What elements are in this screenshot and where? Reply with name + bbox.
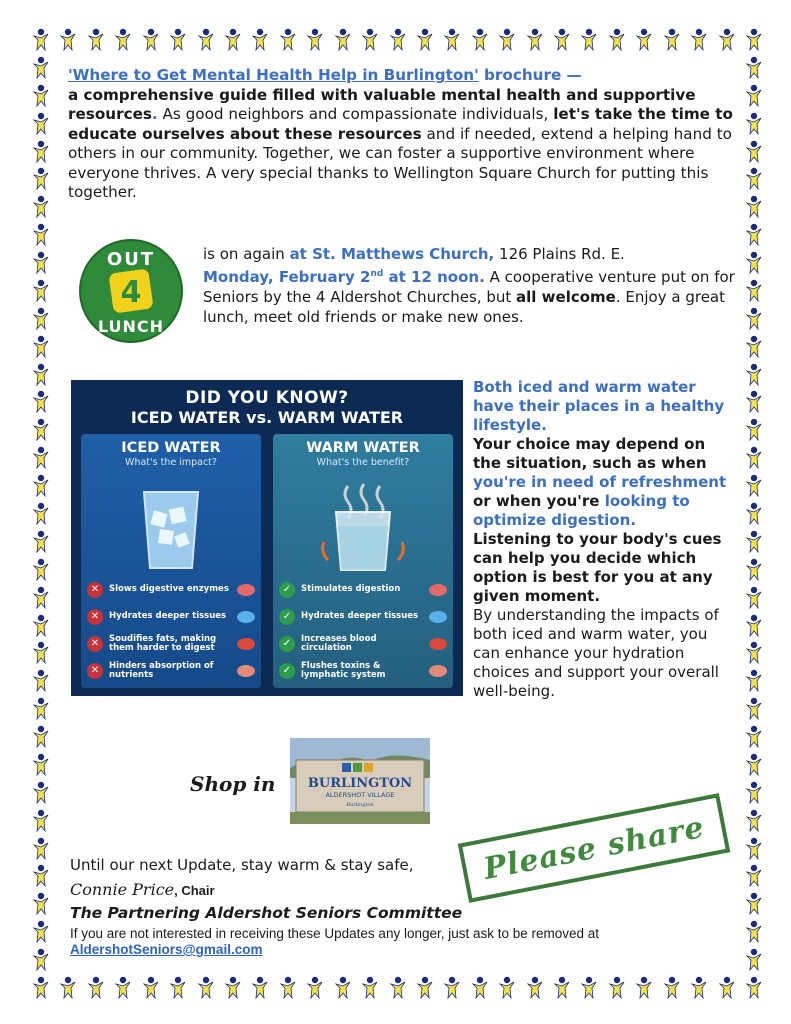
stick-figure-icon <box>30 641 52 665</box>
stick-figure-icon <box>743 223 765 247</box>
lunch-address: 126 Plains Rd. E. <box>494 245 625 263</box>
stick-figure-icon <box>30 474 52 498</box>
stick-figure-icon <box>743 84 765 108</box>
stick-figure-icon <box>30 251 52 275</box>
stick-figure-icon <box>688 28 710 52</box>
stick-figure-icon <box>743 809 765 833</box>
stick-figure-icon <box>359 28 381 52</box>
iced-water-subtitle: What's the impact? <box>125 457 217 468</box>
warm-water-item-label: Hydrates deeper tissues <box>301 611 419 621</box>
organ-icon <box>235 636 257 652</box>
stick-figure-icon <box>277 976 299 1000</box>
stick-figure-icon <box>30 307 52 331</box>
brochure-label: brochure — <box>478 66 582 84</box>
stick-figure-icon <box>716 976 738 1000</box>
stick-figure-icon <box>30 920 52 944</box>
stick-figure-icon <box>387 976 409 1000</box>
warm-water-item-label: Increases blood circulation <box>301 633 377 653</box>
stick-figure-icon <box>551 976 573 1000</box>
please-share-stamp <box>458 793 731 903</box>
stick-figure-icon <box>469 976 491 1000</box>
stick-figure-icon <box>30 446 52 470</box>
stick-figure-icon <box>359 976 381 1000</box>
stick-figure-icon <box>606 28 628 52</box>
organ-icon <box>235 582 257 598</box>
check-icon: ✓ <box>279 582 295 598</box>
stick-figure-icon <box>387 28 409 52</box>
stick-figure-icon <box>30 195 52 219</box>
stick-figure-icon <box>743 725 765 749</box>
water-paragraph-2: Your choice may depend on the situation, such as when you're in need of refreshment or when you're looking to optimize digestion. <box>473 435 727 529</box>
stick-figure-icon <box>441 28 463 52</box>
warm-water-title: WARM WATER <box>306 440 420 456</box>
stick-figure-icon <box>743 669 765 693</box>
stick-figure-icon <box>743 530 765 554</box>
stick-figure-icon <box>249 28 271 52</box>
stick-figure-icon <box>30 335 52 359</box>
check-icon: ✓ <box>279 609 295 625</box>
stick-figure-icon <box>551 28 573 52</box>
stick-figure-icon <box>441 976 463 1000</box>
stick-figure-icon <box>743 864 765 888</box>
stick-figure-icon <box>30 502 52 526</box>
stick-figure-icon <box>469 28 491 52</box>
stick-figure-icon <box>30 167 52 191</box>
logo-top-text: OUT <box>106 249 156 270</box>
stick-figure-icon <box>633 976 655 1000</box>
stick-figure-icon <box>743 892 765 916</box>
iced-water-list <box>87 576 257 684</box>
stick-figure-icon <box>304 28 326 52</box>
stick-figure-icon <box>496 28 518 52</box>
brochure-link[interactable]: 'Where to Get Mental Health Help in Burlington' <box>68 66 479 84</box>
stick-figure-icon <box>57 976 79 1000</box>
stick-figure-icon <box>332 976 354 1000</box>
stick-figure-icon <box>743 641 765 665</box>
iced-water-column <box>81 434 261 688</box>
stick-figure-icon <box>743 697 765 721</box>
stick-figure-icon <box>30 390 52 414</box>
check-icon: ✓ <box>279 663 295 679</box>
stick-figure-icon <box>30 837 52 861</box>
signer-name: Connie Price <box>70 880 175 899</box>
stick-figure-icon <box>30 781 52 805</box>
stick-figure-icon <box>30 614 52 638</box>
lunch-place: at St. Matthews Church, <box>289 245 495 263</box>
stick-figure-icon <box>30 279 52 303</box>
stick-figure-icon <box>743 753 765 777</box>
warm-water-item <box>279 603 449 630</box>
stick-figure-icon <box>743 976 765 1000</box>
iced-water-item <box>87 603 257 630</box>
stick-figure-icon <box>743 418 765 442</box>
logo-bottom-text: LUNCH <box>97 317 165 336</box>
stick-figure-icon <box>606 976 628 1000</box>
iced-water-item-label: Hinders absorption of nutrients <box>109 660 214 680</box>
stick-figure-icon <box>249 976 271 1000</box>
stick-figure-icon <box>633 28 655 52</box>
sign-title: BURLINGTON <box>307 776 413 791</box>
stick-figure-icon <box>304 976 326 1000</box>
stick-figure-icon <box>30 669 52 693</box>
text: is on again <box>203 245 290 263</box>
stick-figure-icon <box>496 976 518 1000</box>
stick-figure-icon <box>30 112 52 136</box>
stick-figure-icon <box>30 56 52 80</box>
iced-water-item-label: Hydrates deeper tissues <box>109 611 227 621</box>
stick-figure-icon <box>30 976 52 1000</box>
organ-icon <box>427 582 449 598</box>
stick-figure-icon <box>743 167 765 191</box>
stick-figure-icon <box>30 418 52 442</box>
warm-water-item <box>279 630 449 657</box>
warm-water-item <box>279 576 449 603</box>
stick-figure-icon <box>688 976 710 1000</box>
stick-figure-icon <box>30 892 52 916</box>
lunch-date: Monday, February 2nd at 12 noon. <box>203 268 485 286</box>
text-bold: all welcome <box>516 288 616 306</box>
stick-figure-icon <box>30 363 52 387</box>
stick-figure-icon <box>743 781 765 805</box>
stick-figure-icon <box>716 28 738 52</box>
sign-subtitle: ALDERSHOT VILLAGE <box>325 791 395 799</box>
warm-water-item-label: Flushes toxins & lymphatic system <box>301 660 386 680</box>
stick-figure-icon <box>414 976 436 1000</box>
water-paragraph-1: Both iced and warm water have their places in a healthy lifestyle. <box>473 378 725 434</box>
lunch-description <box>203 244 738 327</box>
organ-icon <box>427 609 449 625</box>
sign-small-text: Burlington <box>346 802 374 808</box>
text-bold: let's take the time to educate ourselves about these resources <box>68 105 733 143</box>
aldershot-village-sign <box>290 738 430 824</box>
warm-water-item <box>279 657 449 684</box>
mental-health-section <box>68 66 733 203</box>
text: . Enjoy a great lunch, meet old friends or make new ones. <box>203 288 725 326</box>
organ-icon <box>427 636 449 652</box>
cross-icon: ✕ <box>87 663 103 679</box>
stick-figure-icon <box>743 307 765 331</box>
iced-water-item <box>87 576 257 603</box>
stick-figure-icon <box>112 28 134 52</box>
stick-figure-icon <box>743 195 765 219</box>
iced-water-title: ICED WATER <box>121 440 221 456</box>
stick-figure-icon <box>195 976 217 1000</box>
stick-figure-icon <box>524 976 546 1000</box>
period: . <box>151 105 158 123</box>
stick-figure-icon <box>222 976 244 1000</box>
stick-figure-icon <box>743 558 765 582</box>
stick-figure-icon <box>30 948 52 972</box>
closing-line: Until our next Update, stay warm & stay safe, <box>70 856 414 874</box>
water-infographic <box>71 380 463 696</box>
stick-figure-icon <box>743 586 765 610</box>
water-text-section <box>473 378 735 701</box>
signer-role: , Chair <box>174 883 215 898</box>
stick-figure-icon <box>743 390 765 414</box>
stick-figure-icon <box>57 28 79 52</box>
stick-figure-icon <box>743 837 765 861</box>
stick-figure-icon <box>112 976 134 1000</box>
stick-figure-icon <box>277 28 299 52</box>
stick-figure-icon <box>30 140 52 164</box>
stick-figure-icon <box>743 56 765 80</box>
stick-figure-icon <box>30 864 52 888</box>
text: A cooperative venture put on for Seniors by the 4 Aldershot Churches, but <box>203 268 735 306</box>
text: and if needed, extend a helping hand to others in our community. Together, we can foster a supportive environment where everyone thrives. A very special thanks to Wellington Square Church for putting this together. <box>68 124 732 201</box>
iced-water-item <box>87 657 257 684</box>
stick-figure-icon <box>167 976 189 1000</box>
stick-figure-icon <box>30 530 52 554</box>
stick-figure-icon <box>85 28 107 52</box>
committee-name: The Partnering Aldershot Seniors Committee <box>70 904 463 922</box>
stick-figure-icon <box>743 446 765 470</box>
iced-water-item-label: Soudifies fats, making them harder to digest <box>109 633 217 653</box>
stick-figure-icon <box>661 976 683 1000</box>
stick-figure-icon <box>743 474 765 498</box>
infographic-heading: DID YOU KNOW? <box>185 388 349 408</box>
stick-figure-icon <box>743 948 765 972</box>
water-paragraph-3: Listening to your body's cues can help you decide which option is best for you at any given moment. <box>473 530 722 605</box>
warm-water-item-label: Stimulates digestion <box>301 584 401 594</box>
stick-figure-icon <box>167 28 189 52</box>
iced-glass-icon <box>126 482 216 572</box>
please-share-text: Please share <box>480 809 708 887</box>
organ-icon <box>235 663 257 679</box>
text: As good neighbors and compassionate individuals, <box>157 105 554 123</box>
stick-figure-icon <box>743 251 765 275</box>
email-link[interactable]: AldershotSeniors@gmail.com <box>70 942 263 957</box>
stick-figure-icon <box>30 84 52 108</box>
stick-figure-icon <box>743 920 765 944</box>
stick-figure-icon <box>30 558 52 582</box>
stick-figure-icon <box>30 586 52 610</box>
stick-figure-icon <box>743 502 765 526</box>
stick-figure-icon <box>743 28 765 52</box>
stick-figure-icon <box>332 28 354 52</box>
infographic-subheading: ICED WATER vs. WARM WATER <box>130 408 404 427</box>
organ-icon <box>427 663 449 679</box>
warm-water-column <box>273 434 453 688</box>
logo-number: 4 <box>120 275 142 310</box>
stick-figure-icon <box>140 28 162 52</box>
stick-figure-icon <box>30 725 52 749</box>
water-paragraph-4: By understanding the impacts of both iced and warm water, you can enhance your hydration choices and support your overall well-being. <box>473 606 719 700</box>
stick-figure-icon <box>578 976 600 1000</box>
stick-figure-icon <box>661 28 683 52</box>
stick-figure-icon <box>743 363 765 387</box>
cross-icon: ✕ <box>87 636 103 652</box>
stick-figure-icon <box>30 753 52 777</box>
stick-figure-icon <box>85 976 107 1000</box>
stick-figure-icon <box>578 28 600 52</box>
stick-figure-icon <box>195 28 217 52</box>
shop-in-label: Shop in <box>190 772 276 796</box>
warm-water-subtitle: What's the benefit? <box>316 457 410 468</box>
stick-figure-icon <box>140 976 162 1000</box>
stick-figure-icon <box>30 809 52 833</box>
stick-figure-icon <box>30 697 52 721</box>
iced-water-item-label: Slows digestive enzymes <box>109 584 229 594</box>
cross-icon: ✕ <box>87 582 103 598</box>
stick-figure-icon <box>30 28 52 52</box>
stick-figure-icon <box>524 28 546 52</box>
warm-water-list <box>279 576 449 684</box>
cross-icon: ✕ <box>87 609 103 625</box>
brochure-description: a comprehensive guide filled with valuable mental health and supportive resources <box>68 85 696 123</box>
stick-figure-icon <box>743 140 765 164</box>
stick-figure-icon <box>743 279 765 303</box>
check-icon: ✓ <box>279 636 295 652</box>
out-for-lunch-logo <box>78 238 184 344</box>
stick-figure-icon <box>743 614 765 638</box>
unsubscribe-note: If you are not interested in receiving these Updates any longer, just ask to be removed at <box>70 926 600 941</box>
warm-glass-icon <box>318 482 408 572</box>
stick-figure-icon <box>30 223 52 247</box>
organ-icon <box>235 609 257 625</box>
stick-figure-icon <box>222 28 244 52</box>
stick-figure-icon <box>743 112 765 136</box>
signature <box>70 880 215 899</box>
stick-figure-icon <box>414 28 436 52</box>
stick-figure-icon <box>743 335 765 359</box>
iced-water-item <box>87 630 257 657</box>
